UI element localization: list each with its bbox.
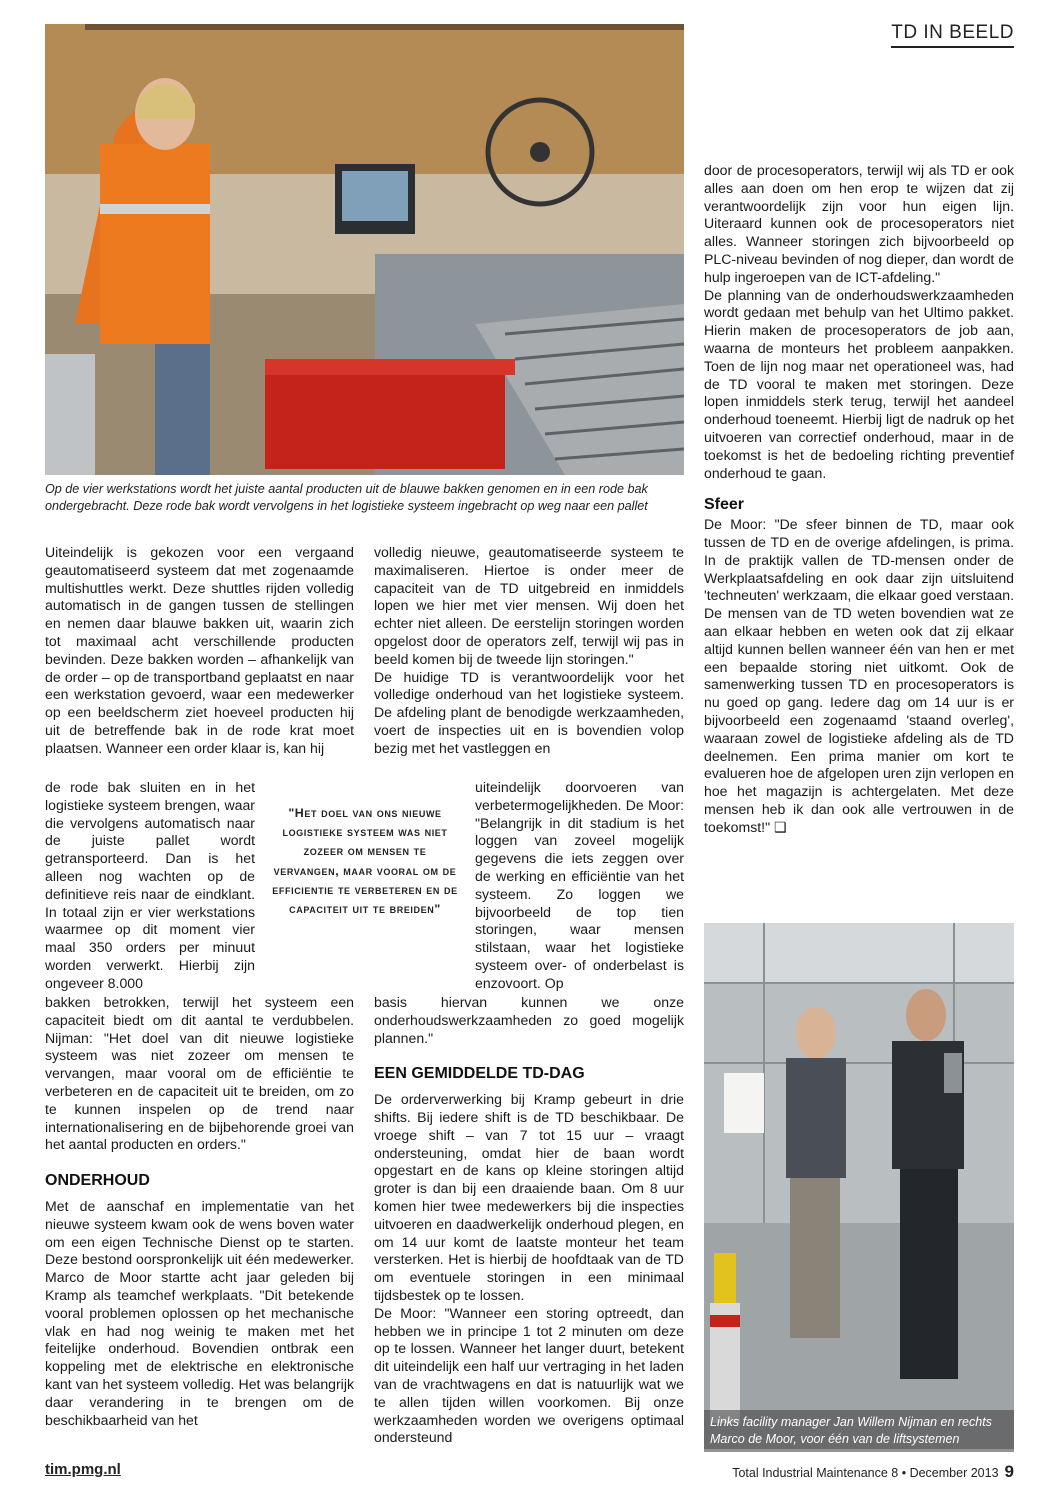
main-photo-caption: Op de vier werkstations wordt het juiste aantal producten uit de blauwe bakken genomen en in een rode bak ondergebracht. Deze rode bak wordt vervolgens in het logistieke systeem ingebracht op weg naar een pallet [45,482,648,513]
paragraph: volledig nieuwe, geautomatiseerde systeem te maximaliseren. Hiertoe is onder meer de capaciteit van de TD uitgebreid en inmiddels lopen we hier met vier mensen. Wij doen het echter niet alleen. De eerstelijn storingen worden opgelost door de operators zelf, terwijl wij pas in beeld komen bij de tweede lijn storingen." [374,544,684,667]
column-1-wrap [45,779,255,993]
paragraph: Uiteindelijk is gekozen voor een vergaand geautomatiseerd systeem dat met zogenaamde multishuttles werkt. Deze shuttles rijden volledig automatisch in de gangen tussen de stellingen en nemen daar blauwe bakken uit, waarin zich tot maximaal acht verschillende producten bevinden. Deze bakken worden – afhankelijk van de order – op de transportband geplaatst en naar een werkstation gevoerd, waar een medewerker op een beeldscherm ziet hoeveel producten hij uit de betreffende bak in de rode krat moet plaatsen. Wanneer een order klaar is, kan hij [45,544,354,756]
paragraph: De huidige TD is verantwoordelijk voor het volledige onderhoud van het logistieke systeem. De afdeling plant de benodigde werkzaamheden, voert de inspecties uit en is bovendien volop bezig met het vastleggen en [374,668,684,756]
pull-quote: "Het doel van ons nieuwe logistieke systeem was niet zozeer om mensen te vervangen, maar vooral om de efficientie te verbeteren en de capaciteit uit te breiden" [272,806,458,917]
heading-onderhoud: ONDERHOUD [45,1172,150,1190]
page-number: 9 [1004,1462,1014,1481]
footer-website-link[interactable]: tim.pmg.nl [45,1461,121,1478]
footer-magazine [732,1462,1014,1482]
paragraph: door de procesoperators, terwijl wij als TD er ook alles aan doen om hen erop te wijzen dat zij verantwoordelijk zijn voor hun eigen lijn. Uiteraard kunnen ook de procesoperators niet alles. Wanneer storingen zich bijvoorbeeld op PLC-niveau bevinden of nog dieper, dan wordt de hulp ingeroepen van de ICT-afdeling." [704,162,1014,285]
paragraph-text: De Moor: "De sfeer binnen de TD, maar ook tussen de TD en de overige afdelingen, is prima. In de praktijk vallen de TD-mensen onder de Werkplaatsafdeling en ook daar zijn uitsluitend 'techneuten' werkzaam, die elkaar goed verstaan. De mensen van de TD weten bovendien wat ze aan elkaar hebben en weten ook dat zij elkaar altijd kunnen bellen wanneer één van hen er met een bepaalde storing niet uitkomt. Ook de samenwerking tussen TD en procesoperators is nu goed op gang. Iedere dag om 14 uur is er bijvoorbeeld een zogenaamd 'staand overleg', waaraan zowel de logistieke afdeling als de TD deelnemen. Een prima manier om kort te evalueren hoe de afgelopen uren zijn verlopen en hoe het magazijn is achtergelaten. Met deze mensen heb ik dan ook alle vertrouwen in de toekomst!" [704,516,1014,835]
column-2-wrap [475,779,684,993]
magazine-issue: Total Industrial Maintenance 8 • December 2013 [732,1466,999,1480]
paragraph [704,516,1014,836]
section-tag: TD IN BEELD [891,22,1014,48]
column-2-continued [374,994,684,1447]
paragraph: De planning van de onderhoudswerkzaamheden wordt gedaan met behulp van het Ultimo pakket. Hierin maken de procesoperators de job aan, waarna de monteurs het probleem aanpakken. Toen de lijn nog maar net operationeel was, had de TD vooral te maken met storingen. Deze lopen inmiddels sterk terug, terwijl het aandeel onderhoud toeneemt. Hierbij ligt de nadruk op het uitvoeren van correctief onderhoud, maar in de toekomst is het de bedoeling richting preventief onderhoud te gaan. [704,286,1014,481]
heading-sfeer: Sfeer [704,496,745,514]
column-3 [704,162,1014,836]
paragraph: Met de aanschaf en implementatie van het nieuwe systeem kwam ook de wens boven water om een eigen Technische Dienst op te starten. Deze bestond oorspronkelijk uit één medewerker. Marco de Moor startte acht jaar geleden bij Kramp als teamchef werkplaats. "Dit betekende vooral problemen oplossen op het mechanische vlak en had nog weinig te maken met het feitelijke onderhoud. Bovendien ontbrak een koppeling met de elektrische en elektronische kant van het systeem volledig. Het was belangrijk daar verandering in te brengen om de beschikbaarheid van het [45,1197,354,1428]
column-1 [45,544,354,758]
paragraph: de rode bak sluiten en in het logistieke systeem brengen, waar die vervolgens automatisch naar de juiste pallet wordt getransporteerd. Dan is het alleen nog wachten op de definitieve reis naar de eindklant. In totaal zijn er vier werkstations waarmee op dit moment vier maal 350 orders per minuut worden verwerkt. Hierbij zijn ongeveer 8.000 [45,779,255,991]
paragraph: basis hiervan kunnen we onze onderhoudswerkzaamheden zo goed mogelijk plannen." [374,994,684,1046]
column-1-continued [45,994,354,1429]
paragraph: De orderverwerking bij Kramp gebeurt in drie shifts. Bij iedere shift is de TD beschikbaar. De vroege shift – van 7 tot 15 uur – vraagt ondersteuning, omdat hier de baan wordt opgestart en de kans op kleine storingen altijd groter is dan bij een draaiende baan. Om 8 uur komen hier twee medewerkers bij die inspecties uitvoeren en daadwerkelijk onderhoud plegen, en om 14 uur komt de laatste monteur het team versterken. Het is hierbij de hoofdtaak van de TD om eventuele storingen in een minimaal tijdsbestek op te lossen. [374,1091,684,1303]
heading-td-dag: EEN GEMIDDELDE TD-DAG [374,1065,585,1083]
main-photo [45,24,684,475]
column-2 [374,544,684,758]
paragraph: bakken betrokken, terwijl het systeem een capaciteit biedt om dit aantal te verdubbelen. Nijman: "Het doel van dit nieuwe logistieke systeem was niet zozeer om mensen te vervangen, maar vooral om de efficiëntie te verbeteren en de capaciteit uit te breiden, om zo te kunnen inspelen op de trend naar internationalisering en de bijbehorende groei van het aantal producten en orders." [45,994,354,1153]
side-photo-caption: Links facility manager Jan Willem Nijman en rechts Marco de Moor, voor één van de liftsystemen [704,1410,1014,1452]
paragraph: uiteindelijk doorvoeren van verbetermogelijkheden. De Moor: "Belangrijk in dit stadium is het loggen van zoveel mogelijk gegevens die iets zeggen over de werking en efficiëntie van het systeem. Zo loggen we bijvoorbeeld de top tien storingen, waar mensen stilstaan, waar het logistieke systeem over- of onderbelast is enzovoort. Op [475,779,684,991]
side-photo [704,923,1014,1449]
end-mark: ❑ [774,818,787,835]
paragraph: De Moor: "Wanneer een storing optreedt, dan hebben we in principe 1 tot 2 minuten om deze op te lossen. Wanneer het langer duurt, betekent dit uiteindelijk een half uur vertraging in het laden van de vrachtwagens en dat is natuurlijk wat we te allen tijden willen voorkomen. Bij onze werkzaamheden worden we overigens optimaal ondersteund [374,1304,684,1446]
